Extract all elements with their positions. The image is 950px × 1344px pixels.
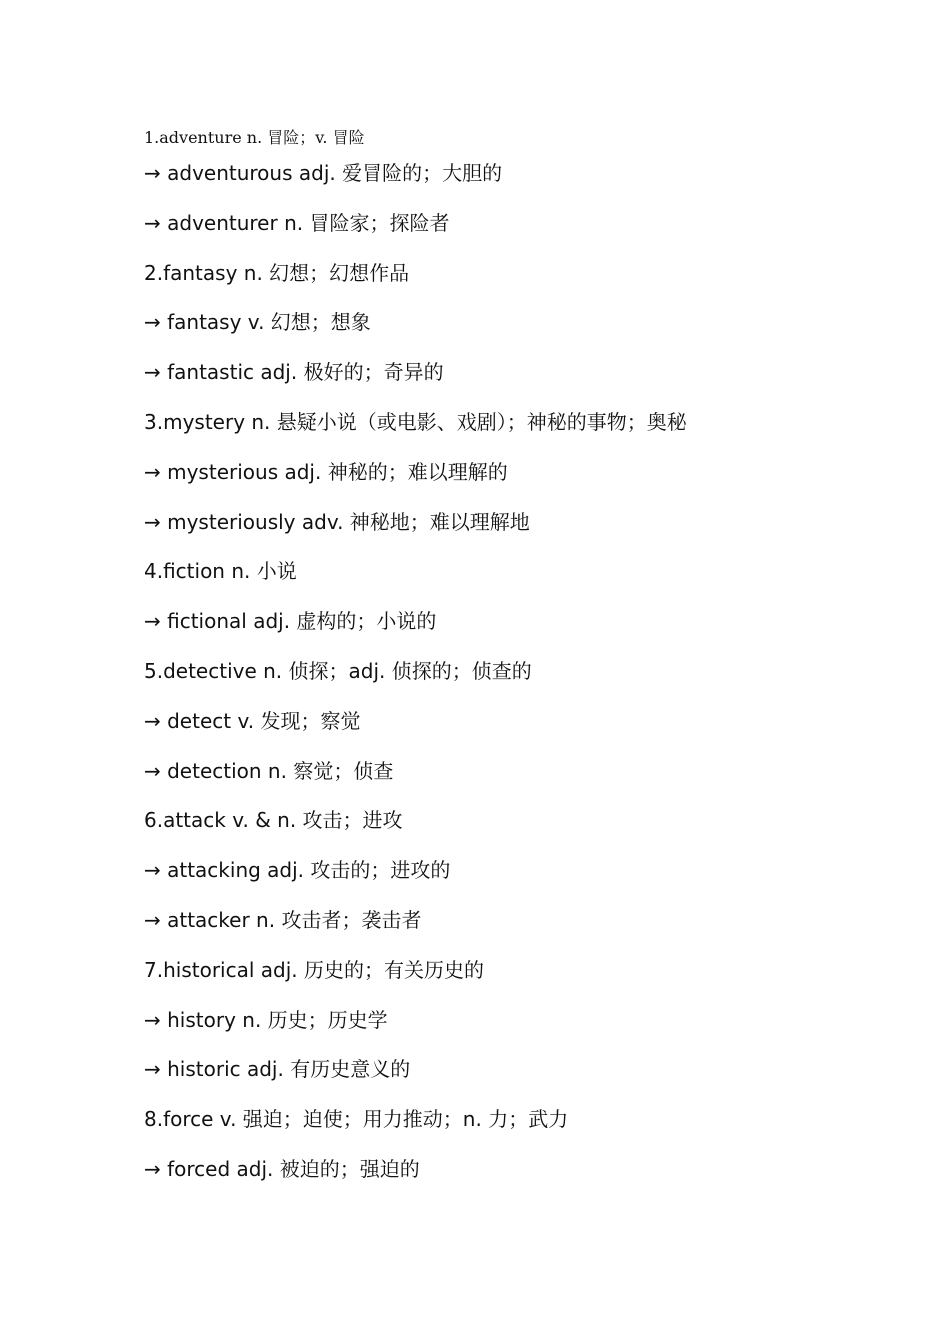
entry-2-derivative-1: → fantasy v. 幻想；想象: [144, 310, 371, 335]
entry-6-derivative-1: → attacking adj. 攻击的；进攻的: [144, 858, 451, 883]
entry-8-headword: 8.force v. 强迫；迫使；用力推动；n. 力；武力: [144, 1107, 569, 1132]
entry-3-derivative-1: → mysterious adj. 神秘的；难以理解的: [144, 459, 508, 484]
vocabulary-list: [144, 124, 904, 1195]
entry-6-derivative-2: → attacker n. 攻击者；袭击者: [144, 907, 422, 932]
entry-2-headword: 2.fantasy n. 幻想；幻想作品: [144, 260, 410, 285]
entry-2-derivative-2: → fantastic adj. 极好的；奇异的: [144, 360, 444, 385]
entry-1-derivative-1: → adventurous adj. 爱冒险的；大胆的: [144, 161, 503, 185]
entry-8-derivative-1: → forced adj. 被迫的；强迫的: [144, 1156, 420, 1181]
entry-7-derivative-1: → history n. 历史；历史学: [144, 1007, 388, 1032]
entry-1-derivative-2: → adventurer n. 冒险家；探险者: [144, 210, 450, 235]
entry-3-derivative-2: → mysteriously adv. 神秘地；难以理解地: [144, 509, 530, 534]
entry-6-headword: 6.attack v. & n. 攻击；进攻: [144, 808, 403, 833]
entry-4-derivative-1: → fictional adj. 虚构的；小说的: [144, 609, 437, 634]
entry-5-headword: 5.detective n. 侦探；adj. 侦探的；侦查的: [144, 658, 532, 683]
entry-5-derivative-2: → detection n. 察觉；侦查: [144, 758, 394, 783]
entry-1-headword: 1.adventure n. 冒险；v. 冒险: [144, 128, 365, 147]
entry-5-derivative-1: → detect v. 发现；察觉: [144, 708, 361, 733]
entry-7-headword: 7.historical adj. 历史的；有关历史的: [144, 957, 484, 982]
entry-4-headword: 4.fiction n. 小说: [144, 559, 297, 584]
entry-7-derivative-2: → historic adj. 有历史意义的: [144, 1057, 411, 1082]
entry-3-headword: 3.mystery n. 悬疑小说（或电影、戏剧）；神秘的事物；奥秘: [144, 409, 687, 434]
